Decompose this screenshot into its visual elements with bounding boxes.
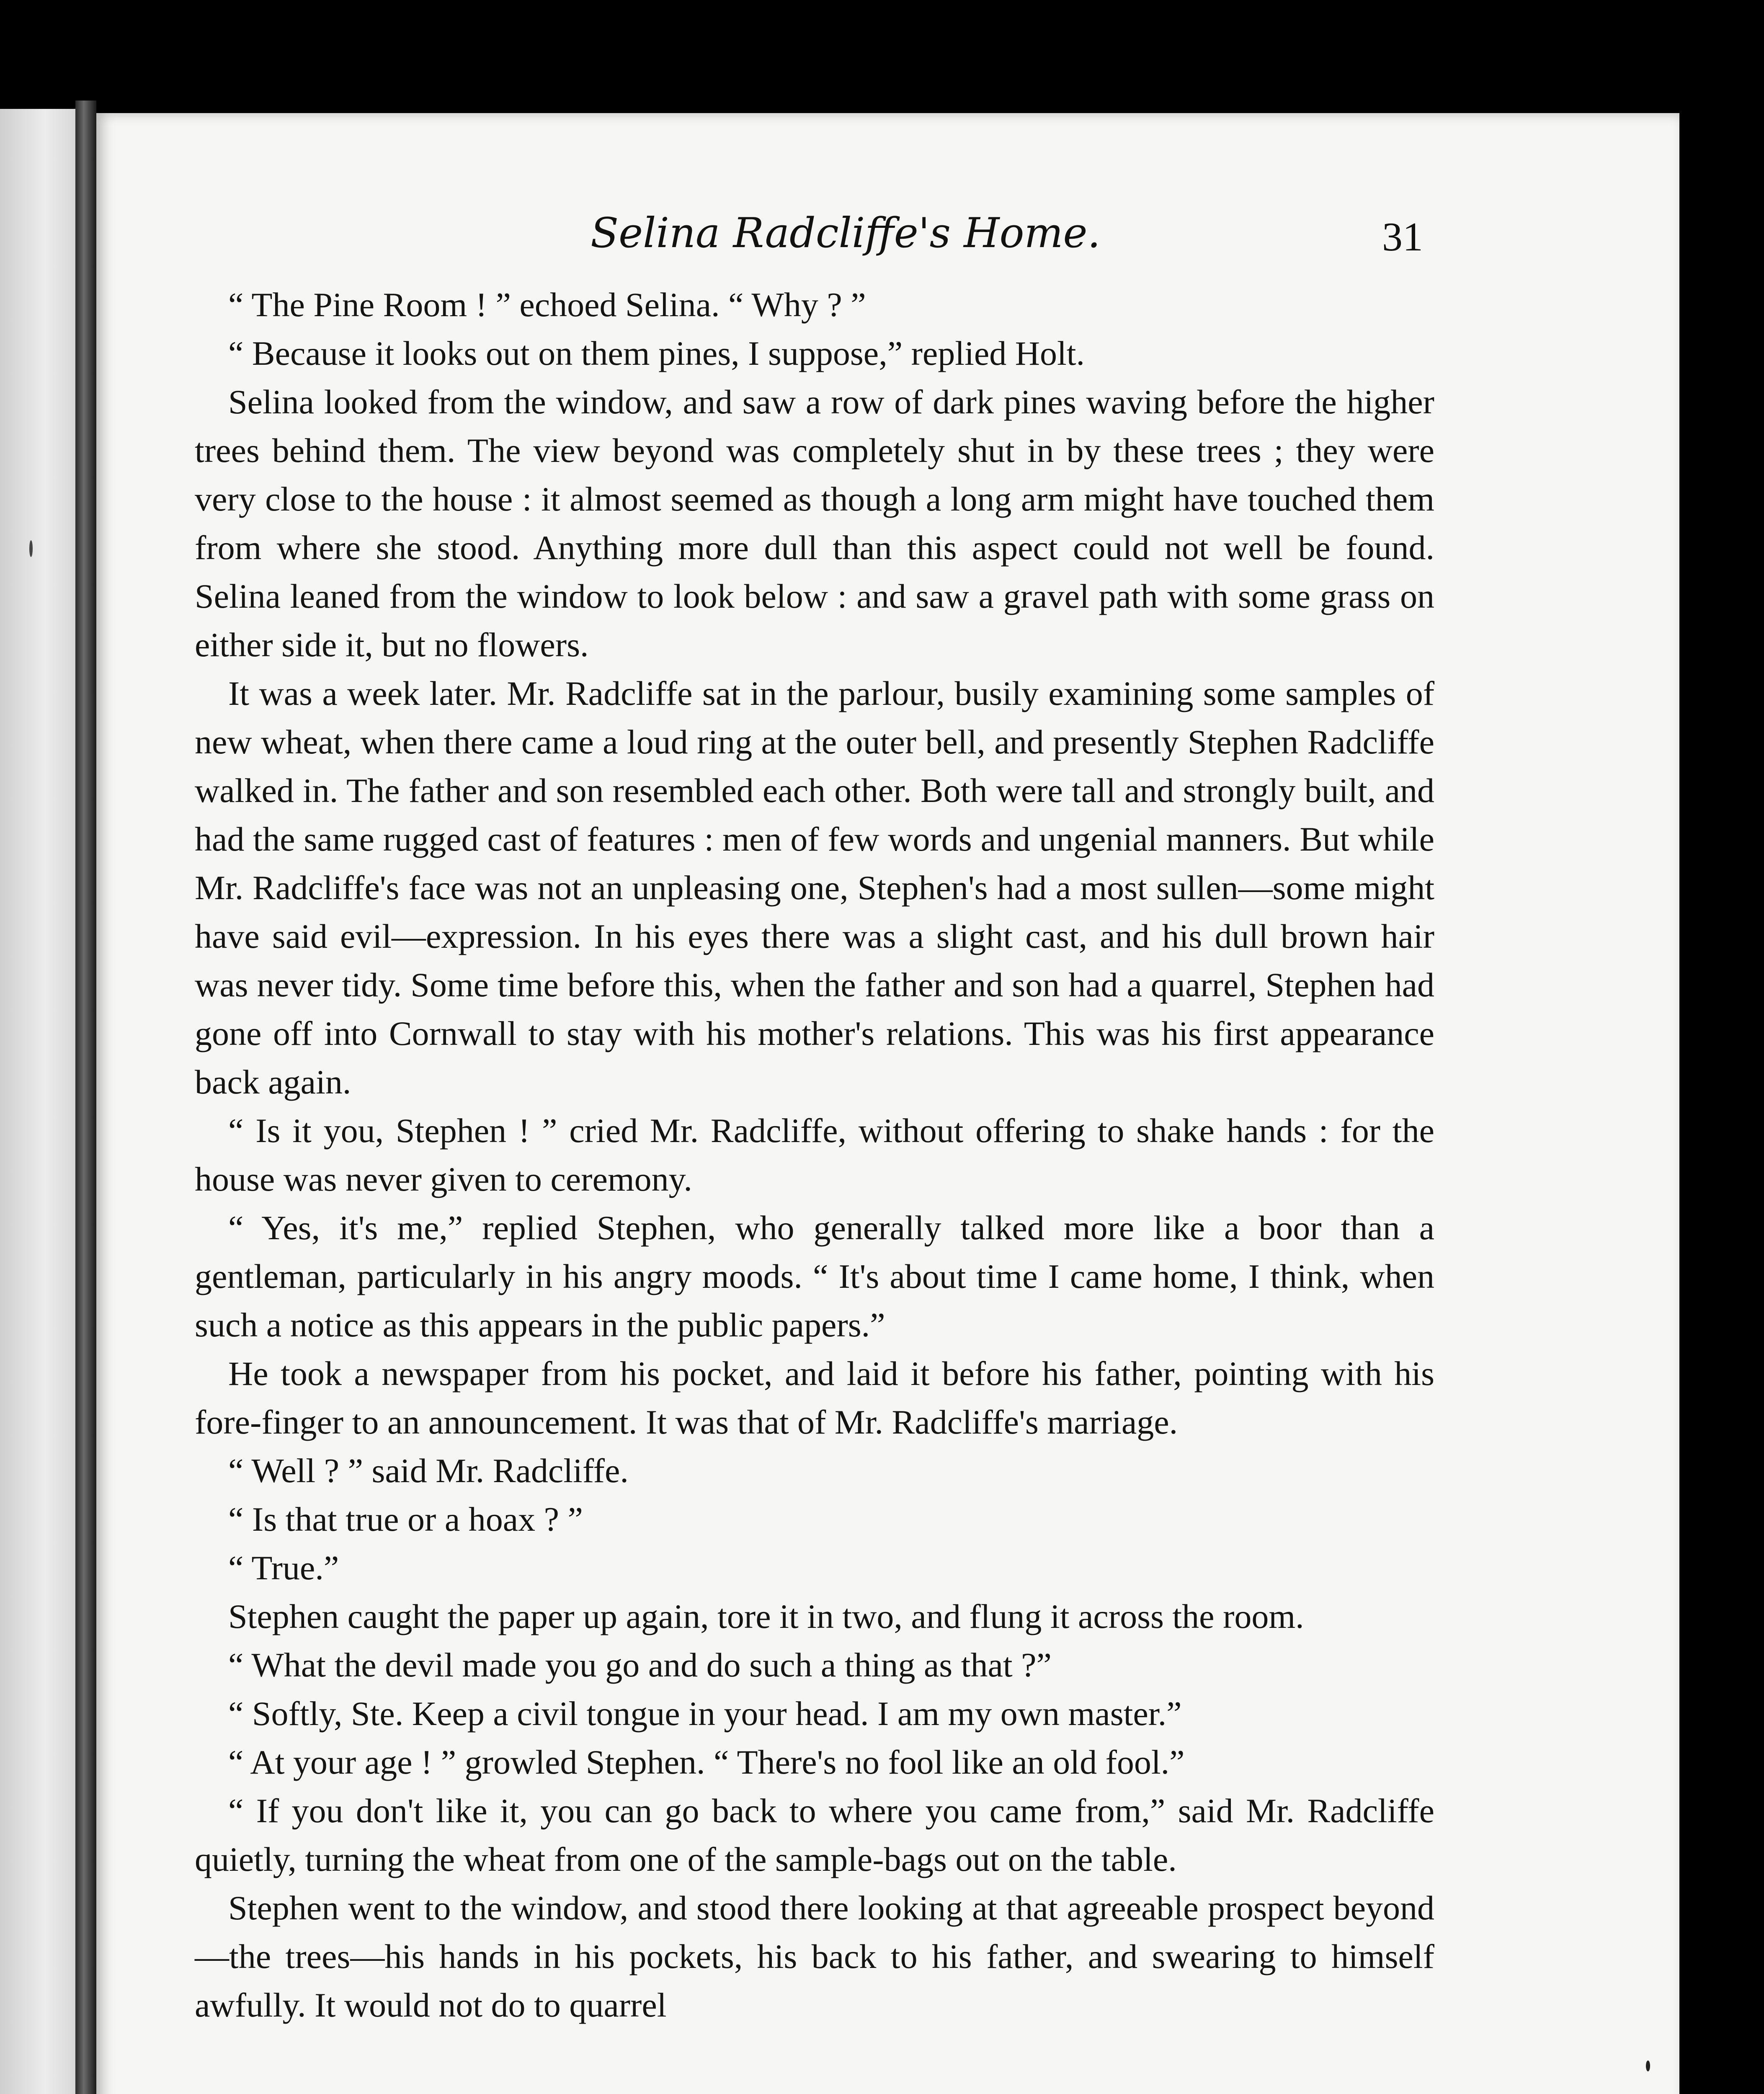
paragraph: “ At your age ! ” growled Stephen. “ There's no fool like an old fool.” [228,1743,1185,1781]
left-page-edge [0,109,75,2094]
paragraph: “ Because it looks out on them pines, I suppose,” replied Holt. [228,334,1085,372]
book-gutter [75,101,96,2094]
paragraph: “ Is that true or a hoax ? ” [228,1500,583,1538]
page-header [96,209,1587,276]
running-head: Selina Radcliffe's Home. [591,209,1101,257]
book-page [96,113,1679,2094]
dust-speck [29,540,33,557]
paragraph: Selina looked from the window, and saw a row of dark pines waving before the higher trees behind them. The view beyond was completely shut in by these trees ; they were very close to the house : it almost seemed as though a long arm might have touched them from where she stood. Anything more dull than this aspect could not well be found. Selina leaned from the window to look below : and saw a gravel path with some grass on either side it, but no flowers. [195,383,1434,664]
paragraph: “ Is it you, Stephen ! ” cried Mr. Radcliffe, without offering to shake hands : for the house was never given to ceremony. [195,1111,1434,1198]
paragraph: “ What the devil made you go and do such a thing as that ?” [228,1646,1052,1684]
paragraph: “ If you don't like it, you can go back to where you came from,” said Mr. Radcliffe quietly, turning the wheat from one of the sample-bags out on the table. [195,1792,1434,1878]
paragraph: “ The Pine Room ! ” echoed Selina. “ Why ? ” [228,286,866,324]
paragraph: “ Well ? ” said Mr. Radcliffe. [228,1452,629,1490]
paragraph: “ True.” [228,1549,339,1587]
paragraph: He took a newspaper from his pocket, and laid it before his father, pointing with his fore-finger to an announcement. It was that of Mr. Radcliffe's marriage. [195,1354,1434,1441]
paragraph: “ Softly, Ste. Keep a civil tongue in your head. I am my own master.” [228,1694,1182,1733]
paragraph: Stephen caught the paper up again, tore it in two, and flung it across the room. [228,1597,1304,1635]
paragraph: Stephen went to the window, and stood there looking at that agreeable prospect beyond—the trees—his hands in his pockets, his back to his father, and swearing to himself awfully. It would not do to quarrel [195,1889,1434,2024]
paragraph: “ Yes, it's me,” replied Stephen, who generally talked more like a boor than a gentleman, particularly in his angry moods. “ It's about time I came home, I think, when such a notice as this appears in the public papers.” [195,1209,1434,1344]
dust-speck [1646,2060,1650,2071]
body-text [195,281,1434,2030]
page-number: 31 [1382,214,1423,260]
paragraph: It was a week later. Mr. Radcliffe sat in the parlour, busily examining some samples of new wheat, when there came a loud ring at the outer bell, and presently Stephen Radcliffe walked in. The father and son resembled each other. Both were tall and strongly built, and had the same rugged cast of features : men of few words and ungenial manners. But while Mr. Radcliffe's face was not an unpleasing one, Stephen's had a most sullen—some might have said evil—expression. In his eyes there was a slight cast, and his dull brown hair was never tidy. Some time before this, when the father and son had a quarrel, Stephen had gone off into Cornwall to stay with his mother's relations. This was his first appearance back again. [195,674,1434,1101]
